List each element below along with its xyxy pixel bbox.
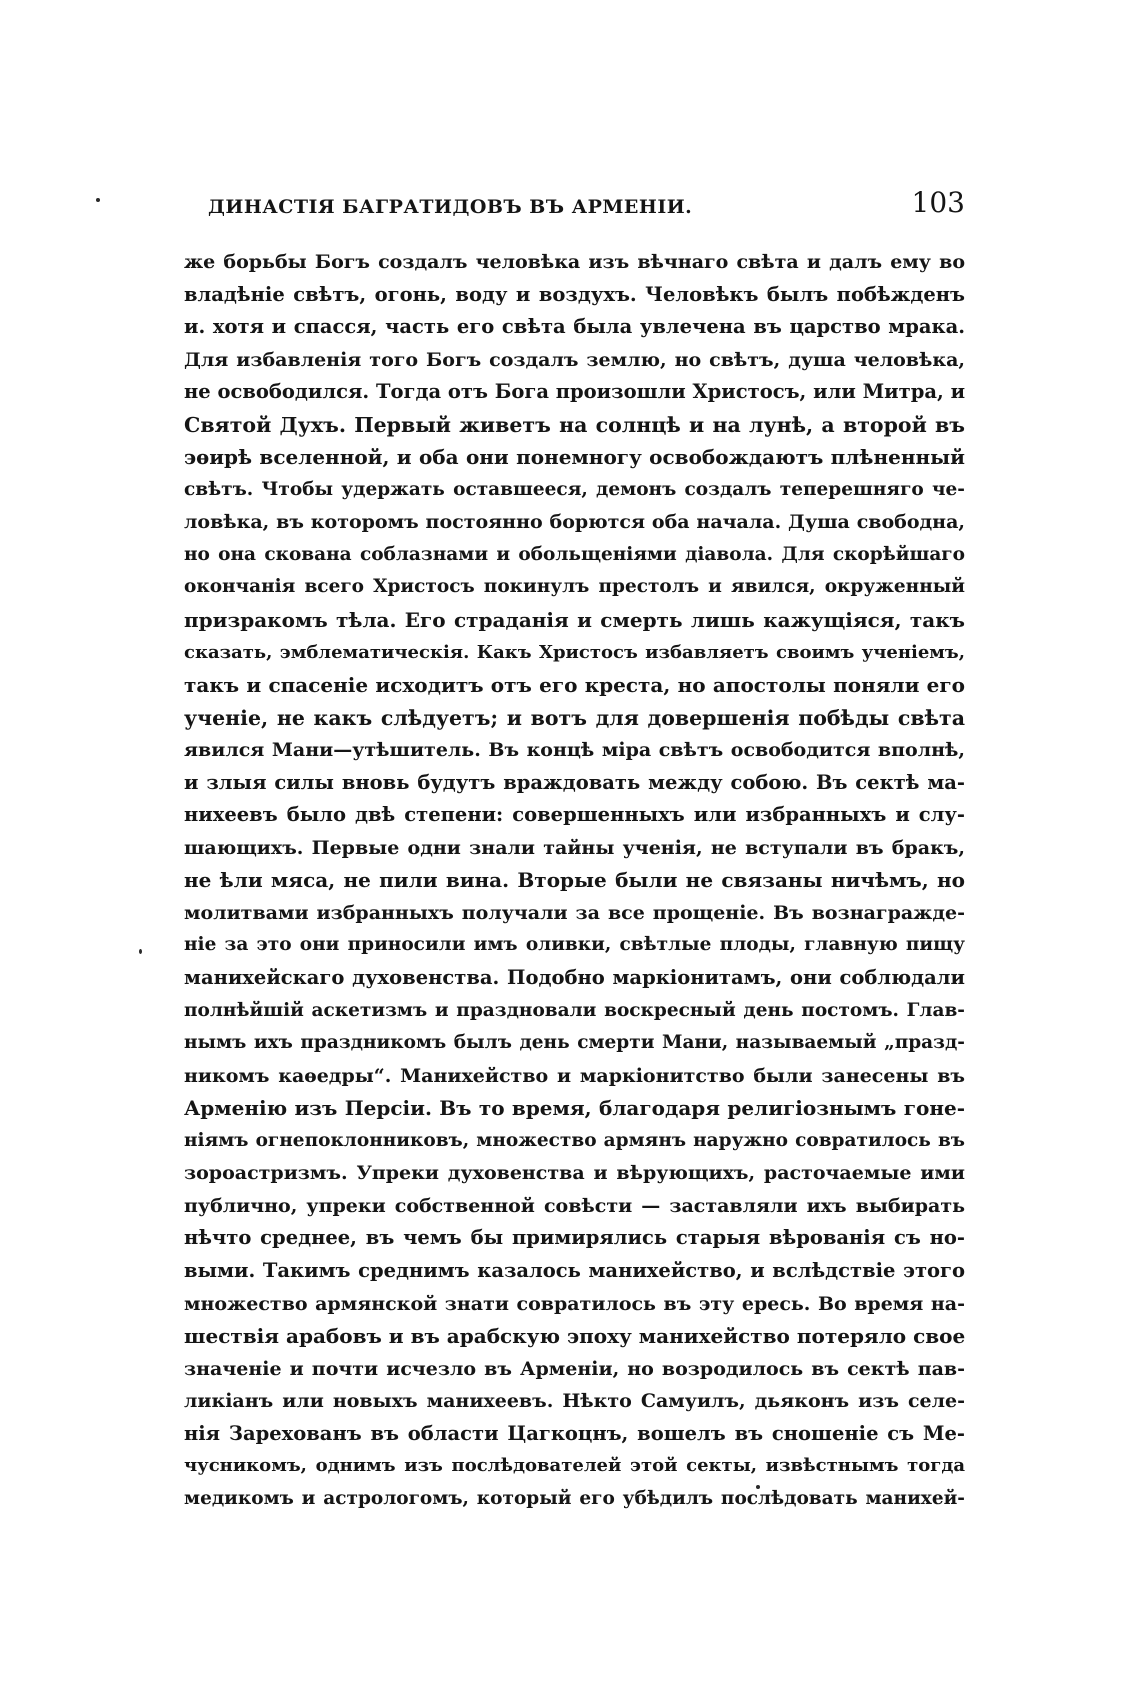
text-line: и. хотя и спасся, часть его свѣта была увлечена въ царство мрака. <box>184 315 965 339</box>
text-line: сказать, эмблематическія. Какъ Христосъ избавляетъ своимъ ученіемъ, <box>184 641 965 663</box>
text-line: нымъ ихъ праздникомъ былъ день смерти Мани, называемый „празд- <box>184 1032 965 1054</box>
text-line: не ѣли мяса, не пили вина. Вторые были не связаны ничѣмъ, но <box>184 868 965 893</box>
text-line: ликіанъ или новыхъ манихеевъ. Нѣкто Самуилъ, дьяконъ изъ селе- <box>184 1390 965 1413</box>
text-line: ученіе, не какъ слѣдуетъ; и вотъ для довершенія побѣды свѣта <box>184 705 965 730</box>
text-line: чусникомъ, однимъ изъ послѣдователей этой секты, извѣстнымъ тогда <box>184 1455 965 1477</box>
text-line: шающихъ. Первые одни знали тайны ученія, не вступали въ бракъ, <box>184 836 965 859</box>
text-line: Святой Духъ. Первый живетъ на солнцѣ и на лунѣ, а второй въ <box>184 412 965 437</box>
text-line: Арменію изъ Персіи. Въ то время, благодаря религіознымъ гоне- <box>184 1096 965 1121</box>
text-line: явился Мани—утѣшитель. Въ концѣ міра свѣтъ освободится вполнѣ, <box>184 739 965 762</box>
text-line: такъ и спасеніе исходитъ отъ его креста, но апостолы поняли его <box>184 673 965 698</box>
text-line: ніямъ огнепоклонниковъ, множество армянъ наружно совратилось въ <box>184 1129 965 1151</box>
text-line: не освободился. Тогда отъ Бога произошли Христосъ, или Митра, и <box>184 380 965 404</box>
text-line: публично, упреки собственной совѣсти — заставляли ихъ выбирать <box>184 1194 965 1217</box>
text-line: же борьбы Богъ создалъ человѣка изъ вѣчнаго свѣта и далъ ему во <box>184 251 965 273</box>
text-line: медикомъ и астрологомъ, который его убѣдилъ послѣдовать манихей- <box>184 1487 965 1509</box>
text-line: молитвами избранныхъ получали за все прощеніе. Въ вознагражде- <box>184 901 965 924</box>
text-line: эѳирѣ вселенной, и оба они понемногу освобождаютъ плѣненный <box>184 445 965 470</box>
text-line: но она скована соблазнами и обольщеніями діавола. Для скорѣйшаго <box>184 543 965 565</box>
text-line: свѣтъ. Чтобы удержать оставшееся, демонъ создалъ теперешняго че- <box>184 478 965 500</box>
text-line: нія Зарехованъ въ области Цагкоцнъ, вошелъ въ сношеніе съ Ме- <box>184 1421 965 1445</box>
margin-dot-mark <box>139 949 142 954</box>
text-line: ловѣка, въ которомъ постоянно борются оба начала. Душа свободна, <box>184 511 965 534</box>
text-line: ніе за это они приносили имъ оливки, свѣтлые плоды, главную пищу <box>184 934 965 956</box>
text-line: нихеевъ было двѣ степени: совершенныхъ или избранныхъ и слу- <box>184 803 965 827</box>
running-head <box>184 186 965 226</box>
body-text <box>184 246 965 1515</box>
text-line: призракомъ тѣла. Его страданія и смерть лишь кажущіяся, такъ <box>184 608 965 633</box>
text-line: Для избавленія того Богъ создалъ землю, но свѣтъ, душа человѣка, <box>184 348 965 371</box>
text-line: никомъ каѳедры“. Манихейство и маркіонитство были занесены въ <box>184 1064 965 1087</box>
text-line: зороастризмъ. Упреки духовенства и вѣрующихъ, расточаемые ими <box>184 1162 965 1185</box>
page-number: 103 <box>911 186 965 219</box>
text-line: манихейскаго духовенства. Подобно маркіонитамъ, они соблюдали <box>184 966 965 990</box>
running-head-title: ДИНАСТІЯ БАГРАТИДОВЪ ВЪ АРМЕНІИ. <box>208 196 693 218</box>
margin-dot-mark <box>96 198 100 202</box>
text-line: нѣчто среднее, въ чемъ бы примирялись старыя вѣрованія съ но- <box>184 1226 965 1250</box>
text-line: значеніе и почти исчезло въ Арменіи, но возродилось въ сектѣ пав- <box>184 1357 965 1380</box>
text-line: окончанія всего Христосъ покинулъ престолъ и явился, окруженный <box>184 576 965 598</box>
text-line: множество армянской знати совратилось въ эту ересь. Во время на- <box>184 1292 965 1315</box>
text-line: шествія арабовъ и въ арабскую эпоху манихейство потеряло свое <box>184 1324 965 1349</box>
text-line: владѣніе свѣтъ, огонь, воду и воздухъ. Человѣкъ былъ побѣжденъ <box>184 282 965 306</box>
text-line: и злыя силы вновь будутъ враждовать между собою. Въ сектѣ ма- <box>184 770 965 794</box>
text-line: полнѣйшій аскетизмъ и праздновали воскресный день постомъ. Глав- <box>184 999 965 1021</box>
text-line: выми. Такимъ среднимъ казалось манихейство, и вслѣдствіе этого <box>184 1258 965 1282</box>
